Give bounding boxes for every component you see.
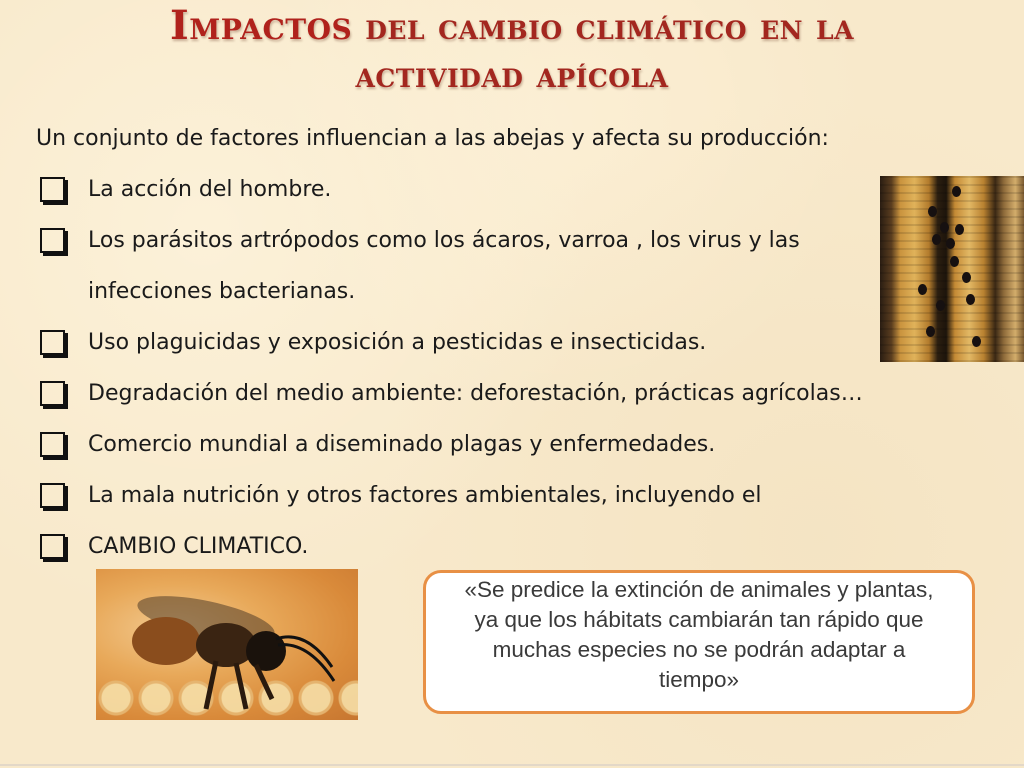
bullet-text: La acción del hombre. xyxy=(88,177,332,202)
checkbox-bullet-icon xyxy=(40,177,65,202)
list-item xyxy=(36,215,976,317)
list-item xyxy=(36,470,976,521)
honeybee-on-comb-photo xyxy=(96,569,358,720)
quote-box: «Se predice la extinción de animales y plantas, ya que los hábitats cambiarán tan rápido que muchas especies no se podrán adaptar a tiempo» xyxy=(423,570,975,714)
bullet-text: Degradación del medio ambiente: deforestación, prácticas agrícolas… xyxy=(88,381,863,406)
bullet-text: Uso plaguicidas y exposición a pesticidas e insecticidas. xyxy=(88,330,707,355)
checkbox-bullet-icon xyxy=(40,330,65,355)
slide-title xyxy=(20,2,1004,99)
list-item xyxy=(36,368,976,419)
varroa-mites-hive-photo xyxy=(880,176,1024,362)
title-line2: actividad apícola xyxy=(355,54,669,96)
bullet-text: La mala nutrición y otros factores ambientales, incluyendo el xyxy=(88,483,762,508)
list-item xyxy=(36,164,976,215)
title-line1-rest: del cambio climático en la xyxy=(352,6,854,48)
checkbox-bullet-icon xyxy=(40,483,65,508)
bullet-text: Los parásitos artrópodos como los ácaros, varroa , los virus y las xyxy=(88,228,800,253)
checkbox-bullet-icon xyxy=(40,381,65,406)
slide-bottom-divider xyxy=(0,764,1024,766)
checkbox-bullet-icon xyxy=(40,534,65,559)
bullet-text: Comercio mundial a diseminado plagas y enfermedades. xyxy=(88,432,716,457)
title-keyword: Impactos xyxy=(170,2,353,49)
checkbox-bullet-icon xyxy=(40,228,65,253)
list-item xyxy=(36,317,976,368)
checkbox-bullet-icon xyxy=(40,432,65,457)
bullet-list xyxy=(36,164,976,572)
list-item xyxy=(36,521,976,572)
bullet-text: CAMBIO CLIMATICO. xyxy=(88,534,309,559)
bullet-text-continuation: infecciones bacterianas. xyxy=(88,279,356,304)
list-item xyxy=(36,419,976,470)
intro-text: Un conjunto de factores influencian a las abejas y afecta su producción: xyxy=(36,126,829,151)
